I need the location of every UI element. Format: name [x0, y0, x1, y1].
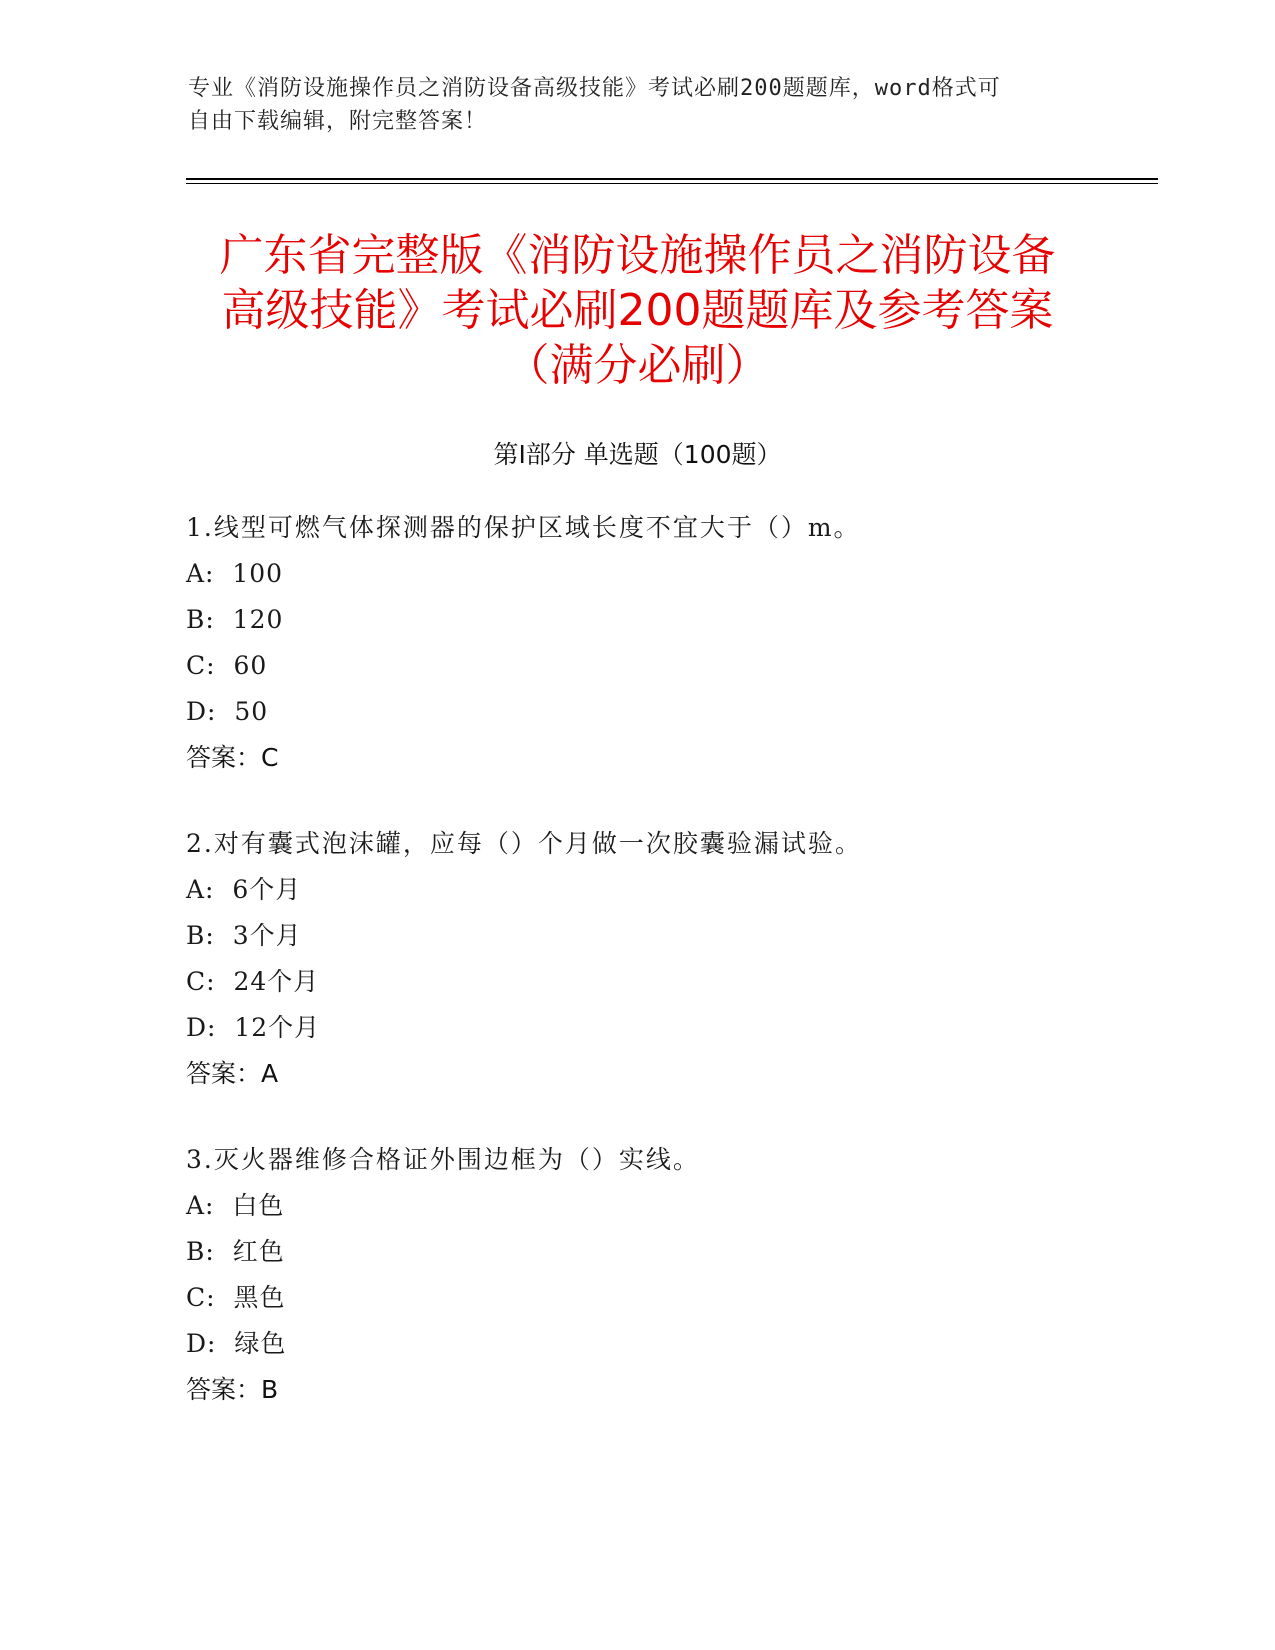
- header-divider-thick: [186, 178, 1158, 180]
- question-block: [186, 1144, 1166, 1420]
- question-option: B: 3个月: [186, 921, 302, 950]
- question-option: D: 绿色: [186, 1329, 287, 1358]
- header-note-line-2: 自由下载编辑，附完整答案！: [188, 109, 488, 134]
- question-option: A: 6个月: [186, 875, 302, 904]
- question-option: B: 红色: [186, 1237, 285, 1266]
- document-title-line-1: 广东省完整版《消防设施操作员之消防设备: [219, 230, 1056, 281]
- question-answer: 答案：B: [186, 1375, 279, 1404]
- header-divider-thin: [186, 183, 1158, 184]
- document-title: [150, 228, 1125, 393]
- header-note-line-1: 专业《消防设施操作员之消防设备高级技能》考试必刷200题题库，word格式可: [188, 76, 1001, 101]
- question-option: A: 白色: [186, 1191, 285, 1220]
- document-title-line-3: （满分必刷）: [505, 340, 770, 391]
- question-option: C: 60: [186, 651, 268, 680]
- question-answer: 答案：C: [186, 743, 279, 772]
- question-block: [186, 828, 1166, 1104]
- header-note: [188, 72, 1068, 138]
- question-option: C: 24个月: [186, 967, 320, 996]
- question-stem: 1.线型可燃气体探测器的保护区域长度不宜大于（）m。: [186, 513, 861, 542]
- document-title-line-2: 高级技能》考试必刷200题题库及参考答案: [221, 285, 1054, 336]
- question-block: [186, 512, 1166, 788]
- question-option: B: 120: [186, 605, 284, 634]
- question-option: D: 12个月: [186, 1013, 321, 1042]
- question-option: A: 100: [186, 559, 284, 588]
- question-option: D: 50: [186, 697, 269, 726]
- question-stem: 2.对有囊式泡沫罐，应每（）个月做一次胶囊验漏试验。: [186, 829, 862, 858]
- question-stem: 3.灭火器维修合格证外围边框为（）实线。: [186, 1145, 700, 1174]
- section-heading: 第Ⅰ部分 单选题（100题）: [493, 440, 782, 469]
- question-option: C: 黑色: [186, 1283, 286, 1312]
- question-answer: 答案：A: [186, 1059, 279, 1088]
